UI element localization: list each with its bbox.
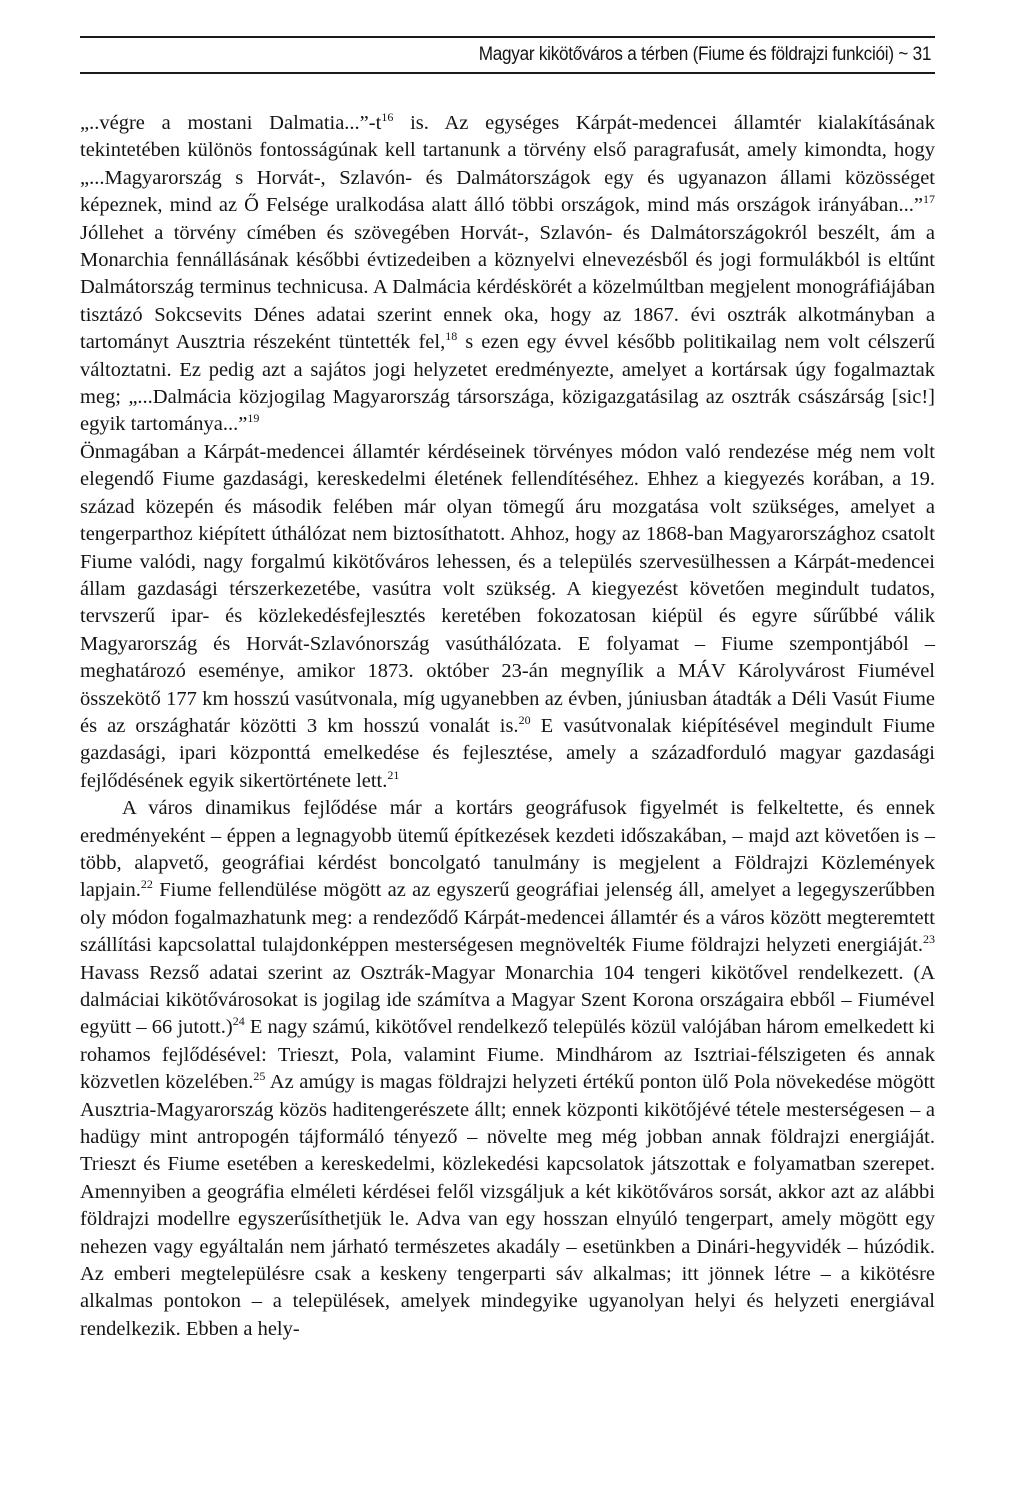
text-run: is. Az egységes Kárpát-medencei államtér kialakításának tekintetében különös fontosságúnak kell tartanunk a törvény első paragrafusát, amely kimondta, hogy „...Magyarország s Horvát-, Szlavón- és Dalmátországok egy és ugyanazon állami közösséget képeznek, mind az Ő Felsége uralkodása alatt álló többi országok, mind más országok irányában...” xyxy=(80,112,936,217)
footnote-marker: 22 xyxy=(140,877,153,892)
header-separator: ~ xyxy=(898,43,908,65)
text-run: Önmagában a Kárpát-medencei államtér kérdéseinek törvényes módon való rendezése még nem volt elegendő Fiume gazdasági, kereskedelmi életének fellendítéséhez. Ehhez a kiegyezés korában, a 19. század közepén és második felében már olyan tömegű áru mozgatása volt szükséges, amelyet a tengerparthoz kiépített úthálózat nem biztosíthatott. Ahhoz, hogy az 1868-ban Magyarországhoz csatolt Fiume valódi, nagy forgalmú kikötőváros lehessen, és a település szervesülhessen a Kárpát-medencei állam gazdasági térszerkezetébe, vasútra volt szükség. A kiegyezést követően megindult tudatos, tervszerű ipar- és közlekedésfejlesztés keretében fokozatosan kiépül és egyre sűrűbbé válik Magyarország és Horvát-Szlavónország vasúthálózata. E folyamat – Fiume szempontjából – meghatározó eseménye, amikor 1873. október 23-án megnyílik a MÁV Károlyvárost Fiumével összekötő 177 km hosszú vasútvonala, míg ugyanebben az évben, júniusban átadták a Déli Vasút Fiume és az országhatár közötti 3 km hosszú vonalát is. xyxy=(80,440,935,737)
footnote-marker: 19 xyxy=(247,411,260,426)
text-run: Havass Rezső adatai szerint az Osztrák-Magyar Monarchia 104 tengeri kikötővel rendelkezett. (A dalmáciai kikötővárosokat is jogilag ide számítva a Magyar Szent Korona országaira ebből – Fiumével együtt – 66 jutott.) xyxy=(80,961,935,1039)
footnote-marker: 25 xyxy=(253,1069,266,1084)
running-header xyxy=(80,36,935,74)
paragraph xyxy=(80,795,935,1343)
footnote-marker: 16 xyxy=(381,110,394,124)
footnote-marker: 20 xyxy=(518,712,531,727)
text-run: Az amúgy is magas földrajzi helyzeti értékű ponton ülő Pola növekedése mögött Ausztria-Magyarország közös haditengerészete állt; ennek központi kikötőjévé tétele mesterségesen – a hadügy mint antropogén tájformáló tényező – növelte meg még jobban annak földrajzi energiáját. Trieszt és Fiume esetében a kereskedelmi, közlekedési kapcsolatok játszottak e folyamatban szerepet. Amennyiben a geográfia elméleti kérdései felől vizsgáljuk a két kikötőváros sorsát, akkor azt az alábbi földrajzi modellre egyszerűsíthetjük le. Adva van egy hosszan elnyúló tengerpart, amely mögött egy nehezen vagy egyáltalán nem járható természetes akadály – esetünkben a Dinári-hegyvidék – húzódik. Az emberi megtelepülésre csak a keskeny tengerparti sáv alkalmas; itt jönnek létre – a kikötésre alkalmas pontokon – a települések, amelyek mindegyike ugyanolyan helyi és helyzeti energiával rendelkezik. Ebben a hely- xyxy=(80,1071,936,1340)
running-header-text xyxy=(479,43,931,66)
footnote-marker: 18 xyxy=(445,329,458,344)
page-number: 31 xyxy=(912,43,931,65)
footnote-marker: 21 xyxy=(387,767,400,782)
text-run: Fiume fellendülése mögött az az egyszerű geográfiai jelenség áll, amelyet a legegyszerűbben oly módon fogalmazhatunk meg: a rendeződő Kárpát-medencei államtér és a város között megteremtett szállítási kapcsolattal tulajdonképpen mesterségesen megnövelték Fiume földrajzi helyzeti energiáját. xyxy=(80,879,935,957)
running-title: Magyar kikötőváros a térben (Fiume és földrajzi funkciói) xyxy=(478,43,894,65)
footnote-marker: 23 xyxy=(923,932,935,947)
text-run: s ezen egy évvel később politikailag nem volt célszerű változtatni. Ez pedig azt a sajátos jogi helyzetet eredményezte, amelyet a kortársak úgy fogalmaztak meg; „...Dalmácia közjogilag Magyarország társországa, közigazgatásilag az osztrák császárság [sic!] egyik tartománya...” xyxy=(80,331,936,436)
paragraph xyxy=(80,439,935,795)
footnote-marker: 24 xyxy=(232,1014,245,1029)
text-run: E nagy számú, kikötővel rendelkező település közül valójában három emelkedett ki rohamos fejlődésével: Trieszt, Pola, valamint Fiume. Mindhárom az Isztriai-félszigeten és annak közvetlen közelében. xyxy=(80,1016,935,1094)
body-text xyxy=(80,110,935,1343)
paragraph xyxy=(80,110,935,439)
text-run: E vasútvonalak kiépítésével megindult Fiume gazdasági, ipari központtá emelkedése és fejlesztése, amely a századforduló magyar gazdasági fejlődésének egyik sikertörténete lett. xyxy=(80,714,935,792)
text-run: Jóllehet a törvény címében és szövegében Horvát-, Szlavón- és Dalmátországokról beszélt, ám a Monarchia fennállásának későbbi évtizedeiben a köznyelvi elnevezésből és jogi formulákból is eltűnt Dalmátország terminus technicusa. A Dalmácia kérdéskörét a közelmúltban megjelent monográfiájában tisztázó Sokcsevits Dénes adatai szerint ennek oka, hogy az 1867. évi osztrák alkotmányban a tartományt Ausztria részeként tüntették fel, xyxy=(80,221,935,354)
text-run: A város dinamikus fejlődése már a kortárs geográfusok figyelmét is felkeltette, és ennek eredményeként – éppen a legnagyobb ütemű építkezések kezdeti időszakában, – majd azt követően is – több, alapvető, geográfiai kérdést boncolgató tanulmány is megjelent a Földrajzi Közlemények lapjain. xyxy=(80,797,935,902)
footnote-marker: 17 xyxy=(923,192,935,207)
text-run: „..végre a mostani Dalmatia...”-t xyxy=(80,112,382,134)
